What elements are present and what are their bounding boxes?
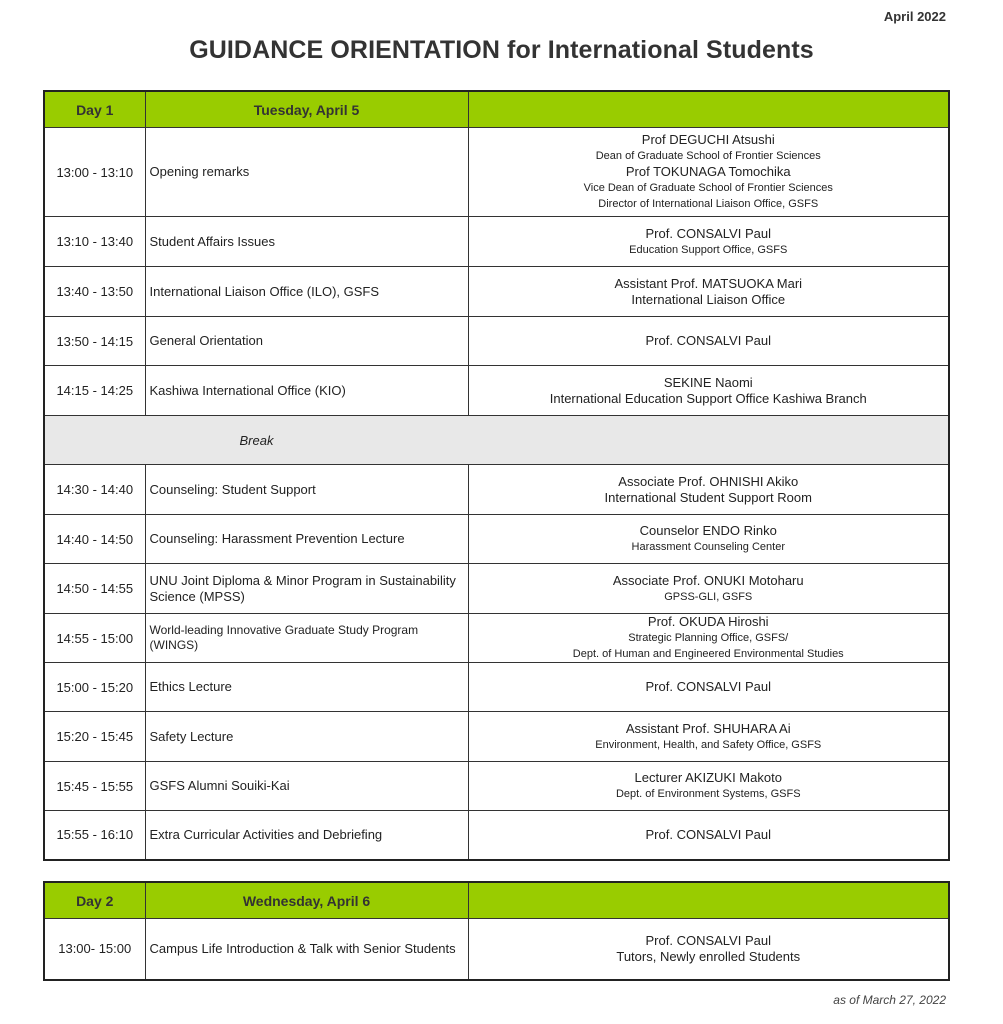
session-presenter	[468, 217, 949, 267]
presenter-name: SEKINE Naomi	[663, 374, 753, 390]
session-presenter	[468, 811, 949, 860]
presenter-name: Prof. CONSALVI Paul	[645, 932, 771, 948]
session-row	[44, 317, 949, 366]
presenter-affiliation: Strategic Planning Office, GSFS/	[628, 632, 789, 644]
session-time: 15:45 - 15:55	[44, 762, 145, 811]
session-title: Kashiwa International Office (KIO)	[145, 366, 468, 416]
presenter-affiliation: Vice Dean of Graduate School of Frontier Sciences	[583, 182, 833, 194]
session-row	[44, 515, 949, 564]
day1-date: Tuesday, April 5	[145, 91, 468, 128]
presenter-name: Assistant Prof. MATSUOKA Mari	[614, 275, 803, 291]
page-title: GUIDANCE ORIENTATION for International Students	[189, 36, 814, 64]
session-time: 15:20 - 15:45	[44, 712, 145, 762]
session-presenter	[468, 762, 949, 811]
session-title: GSFS Alumni Souiki-Kai	[145, 762, 468, 811]
session-time: 14:15 - 14:25	[44, 366, 145, 416]
session-title: General Orientation	[145, 317, 468, 366]
session-time: 15:00 - 15:20	[44, 663, 145, 712]
presenter-affiliation: Dean of Graduate School of Frontier Sciences	[595, 150, 821, 162]
as-of-date: as of March 27, 2022	[833, 993, 946, 1007]
day2-date: Wednesday, April 6	[145, 882, 468, 919]
presenter-affiliation: Dept. of Environment Systems, GSFS	[615, 788, 801, 800]
day2-label: Day 2	[44, 882, 145, 919]
session-presenter	[468, 919, 949, 980]
session-presenter	[468, 267, 949, 317]
session-title: Student Affairs Issues	[145, 217, 468, 267]
session-time: 14:40 - 14:50	[44, 515, 145, 564]
presenter-name: Prof TOKUNAGA Tomochika	[625, 164, 791, 179]
presenter-name: Tutors, Newly enrolled Students	[616, 948, 801, 964]
session-title: Campus Life Introduction & Talk with Senior Students	[145, 919, 468, 980]
presenter-name: Counselor ENDO Rinko	[639, 523, 777, 538]
session-title: Counseling: Student Support	[145, 465, 468, 515]
presenter-name: Prof. OKUDA Hiroshi	[647, 614, 769, 629]
session-time: 13:10 - 13:40	[44, 217, 145, 267]
day1-schedule-table	[43, 90, 950, 861]
presenter-name: International Student Support Room	[604, 489, 812, 505]
session-title: World-leading Innovative Graduate Study Program (WINGS)	[145, 614, 468, 663]
session-presenter	[468, 515, 949, 564]
presenter-name: Prof. CONSALVI Paul	[645, 225, 771, 241]
presenter-affiliation: Dept. of Human and Engineered Environmental Studies	[572, 648, 844, 660]
session-time: 14:30 - 14:40	[44, 465, 145, 515]
session-row	[44, 811, 949, 860]
presenter-name: Associate Prof. ONUKI Motoharu	[612, 572, 804, 588]
presenter-affiliation: Director of International Liaison Office, GSFS	[598, 198, 819, 210]
session-row	[44, 267, 949, 317]
presenter-name: Prof. CONSALVI Paul	[645, 826, 771, 842]
break-label: Break	[44, 416, 468, 465]
session-time: 13:00- 15:00	[44, 919, 145, 980]
session-title: Safety Lecture	[145, 712, 468, 762]
presenter-name: Prof. CONSALVI Paul	[645, 333, 771, 348]
session-row	[44, 762, 949, 811]
session-row	[44, 217, 949, 267]
session-time: 13:50 - 14:15	[44, 317, 145, 366]
presenter-name: International Liaison Office	[631, 291, 786, 307]
presenter-affiliation: Environment, Health, and Safety Office, GSFS	[595, 738, 822, 751]
presenter-affiliation: Harassment Counseling Center	[631, 541, 785, 553]
presenter-name: Prof. CONSALVI Paul	[645, 679, 771, 694]
session-time: 13:40 - 13:50	[44, 267, 145, 317]
session-title: Counseling: Harassment Prevention Lecture	[145, 515, 468, 564]
session-presenter	[468, 366, 949, 416]
session-presenter	[468, 614, 949, 663]
session-title: Opening remarks	[145, 128, 468, 217]
session-title: Extra Curricular Activities and Debriefing	[145, 811, 468, 860]
session-presenter	[468, 712, 949, 762]
day1-label: Day 1	[44, 91, 145, 128]
session-time: 13:00 - 13:10	[44, 128, 145, 217]
presenter-name: Assistant Prof. SHUHARA Ai	[625, 720, 791, 736]
session-row	[44, 366, 949, 416]
session-presenter	[468, 465, 949, 515]
session-presenter	[468, 564, 949, 614]
session-row	[44, 465, 949, 515]
presenter-affiliation: GPSS-GLI, GSFS	[664, 590, 753, 603]
session-presenter	[468, 128, 949, 217]
break-row	[44, 416, 949, 465]
session-presenter	[468, 663, 949, 712]
day1-header-row	[44, 91, 949, 128]
session-row	[44, 919, 949, 980]
day2-header-blank	[468, 882, 949, 919]
document-date: April 2022	[883, 9, 946, 24]
session-row	[44, 712, 949, 762]
session-time: 14:55 - 15:00	[44, 614, 145, 663]
session-row	[44, 128, 949, 217]
session-row	[44, 663, 949, 712]
day2-schedule-table	[43, 881, 950, 981]
session-time: 14:50 - 14:55	[44, 564, 145, 614]
presenter-name: Associate Prof. OHNISHI Akiko	[618, 473, 799, 489]
session-time: 15:55 - 16:10	[44, 811, 145, 860]
presenter-name: Lecturer AKIZUKI Makoto	[634, 770, 782, 785]
session-title: International Liaison Office (ILO), GSFS	[145, 267, 468, 317]
day2-header-row	[44, 882, 949, 919]
day1-header-blank	[468, 91, 949, 128]
presenter-name: Prof DEGUCHI Atsushi	[641, 132, 775, 147]
session-presenter	[468, 317, 949, 366]
presenter-affiliation: Education Support Office, GSFS	[629, 243, 788, 256]
break-blank	[468, 416, 949, 465]
presenter-name: International Education Support Office Kashiwa Branch	[549, 390, 867, 406]
session-row	[44, 614, 949, 663]
session-title: UNU Joint Diploma & Minor Program in Sustainability Science (MPSS)	[145, 564, 468, 614]
session-row	[44, 564, 949, 614]
session-title: Ethics Lecture	[145, 663, 468, 712]
